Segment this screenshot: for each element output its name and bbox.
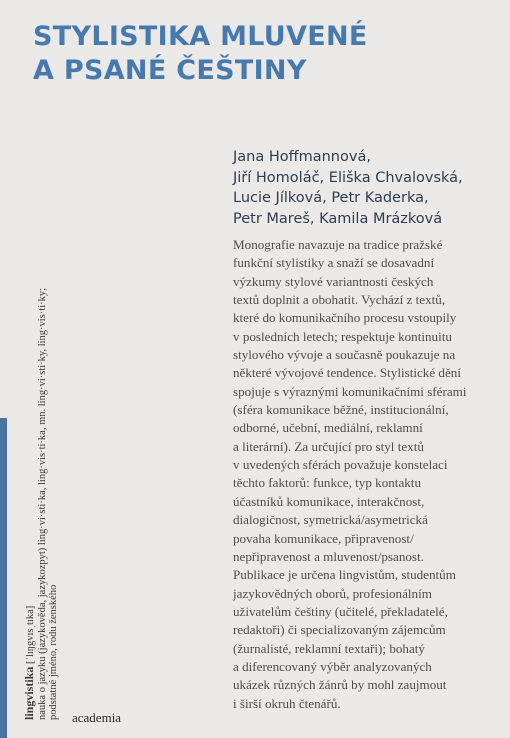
blurb-line: a diferencovaný výběr analyzovaných <box>233 658 432 674</box>
blurb-line: Monografie navazuje na tradice pražské <box>233 237 443 252</box>
blurb-line: dialogičnost, symetrická/asymetrická <box>233 512 428 528</box>
dictionary-definition: nauka o jazyku (jazykověda, jazykozpyt) ling·vi·sti·ka, ling·vis·ti·ka, mn. ling·vi·sti·ky, ling·vis·ti·ky; <box>36 287 48 720</box>
blurb-line: a literární). Za určující pro styl textů <box>233 438 424 454</box>
dictionary-headword: lingvistika <box>22 666 36 720</box>
dictionary-headword-line <box>24 210 37 720</box>
dictionary-grammar: podstatné jméno, rodu ženského <box>48 584 59 720</box>
blurb-line: některé vývojové tendence. Stylistické dění <box>233 365 461 381</box>
blurb-line: v uvedených sférách považuje konstelaci <box>233 457 448 473</box>
blurb-line: výzkumy stylové variantnosti českých <box>233 273 434 289</box>
blurb-line: jazykovědných oborů, profesionálním <box>233 585 432 601</box>
blurb-line: funkční stylistiky a snaží se dosavadní <box>233 255 435 271</box>
title-line-2: A PSANÉ ČEŠTINY <box>33 55 307 86</box>
blurb-line: těchto faktorů: funkce, typ kontaktu <box>233 475 421 491</box>
blurb-line: textů doplnit a obohatit. Vychází z textů, <box>233 292 446 308</box>
blurb-line: odborné, učební, mediální, reklamní <box>233 420 423 436</box>
blurb-line: ukázek různých žánrů by mohl zaujmout <box>233 677 447 693</box>
blurb-line: uživatelům češtiny (učitelé, překladatelé, <box>233 603 448 619</box>
blurb-line: redaktoři) či specializovaným zájemcům <box>233 622 446 638</box>
book-title <box>33 20 493 88</box>
author-list <box>233 147 508 229</box>
dictionary-entry <box>24 210 60 720</box>
blurb-line: i širší okruh čtenářů. <box>233 695 341 711</box>
author-line-2: Jiří Homoláč, Eliška Chvalovská, <box>233 169 463 186</box>
blurb-line: stylového vývoje a současně poukazuje na <box>233 347 456 363</box>
blurb-line: které do komunikačního procesu vstoupily <box>233 310 457 326</box>
author-line-1: Jana Hoffmannová, <box>233 149 371 165</box>
edge-accent-bar <box>0 418 7 738</box>
dictionary-pronunciation: [ˈlɪŋgvɪsˌtɪka] <box>25 605 36 667</box>
publisher-name: academia <box>72 710 122 725</box>
author-line-3: Lucie Jílková, Petr Kaderka, <box>233 190 429 206</box>
blurb-line: povaha komunikace, připravenost/ <box>233 530 414 546</box>
blurb-line: Publikace je určena lingvistům, studentům <box>233 567 456 583</box>
title-line-1: STYLISTIKA MLUVENÉ <box>33 21 368 52</box>
book-description <box>233 236 508 713</box>
blurb-line: (sféra komunikace běžné, institucionální, <box>233 402 449 418</box>
blurb-line: účastníků komunikace, interakčnost, <box>233 493 425 509</box>
blurb-line: nepřipravenost a mluvenost/psanost. <box>233 548 424 564</box>
blurb-line: v posledních letech; respektuje kontinuitu <box>233 328 452 344</box>
blurb-line: (žurnalisté, reklamní textaři); bohatý <box>233 640 425 656</box>
blurb-line: spojuje s výraznými komunikačními sférami <box>233 383 467 399</box>
author-line-4: Petr Mareš, Kamila Mrázková <box>233 210 443 227</box>
